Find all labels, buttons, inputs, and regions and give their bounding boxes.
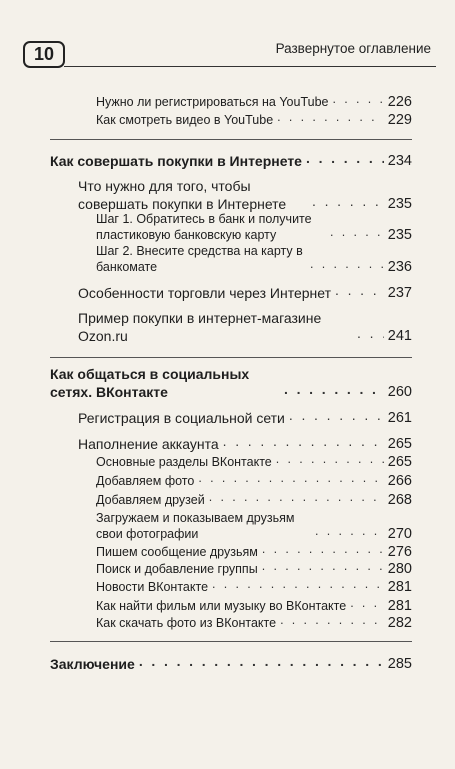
toc-entry-page: 237 [387,285,412,301]
toc-entry [78,281,412,302]
toc-chapter-page: 234 [387,153,412,169]
dot-leader [315,523,384,539]
toc-entry-page: 235 [387,196,412,212]
dot-leader [198,470,383,486]
toc-entry-page: 265 [387,454,412,470]
dot-leader [350,595,384,611]
section-divider [50,357,412,358]
dot-leader [289,406,384,424]
toc-entry [96,558,412,577]
toc-entry-label: Шаг 2. Внесите средства на карту в банкомате [96,244,303,274]
dot-leader [284,380,384,398]
toc-chapter [50,652,412,673]
toc-entry-page: 280 [387,561,412,577]
toc-entry-label: Загружаем и показываем друзьям свои фотографии [96,511,295,541]
dot-leader [357,324,384,342]
toc-entry-label: Что нужно для того, чтобы совершать покупки в Интернете [78,178,287,212]
toc-entry [96,211,412,243]
toc-entry-label: Как скачать фото из ВКонтакте [96,616,277,630]
toc-entry-page: 236 [387,259,412,275]
toc-entry-label: Поиск и добавление группы [96,562,258,576]
toc-chapter [50,149,412,170]
toc-entry-label: Как смотреть видео в YouTube [96,113,274,127]
toc-chapter [50,365,412,401]
toc-entry-page: 266 [387,473,412,489]
toc-entry [78,432,412,453]
toc-entry-page: 270 [387,526,412,542]
toc-entry-label: Нужно ли регистрироваться на YouTube [96,95,329,109]
dot-leader [330,224,384,240]
toc-entry [96,470,412,489]
dot-leader [209,489,384,505]
dot-leader [280,612,384,628]
section-divider [50,139,412,140]
toc-entry [96,612,412,631]
dot-leader [139,652,384,670]
toc-entry [96,91,412,110]
toc-entry-label: Как найти фильм или музыку во ВКонтакте [96,599,347,613]
toc-entry [78,177,412,213]
toc-entry [96,489,412,508]
dot-leader [277,109,384,125]
toc-entry-label: Наполнение аккаунта [78,436,219,452]
toc-entry-label: Добавляем друзей [96,493,205,507]
toc-entry-page: 235 [387,227,412,243]
toc-entry-page: 276 [387,544,412,560]
section-divider [50,641,412,642]
toc-entry-page: 281 [387,579,412,595]
toc-entry-page: 265 [387,436,412,452]
header-rule [64,66,436,67]
toc-entry-page: 241 [387,328,412,344]
toc-entry-label: Шаг 1. Обратитесь в банк и получите пластиковую банковскую карту [96,212,312,242]
toc-entry-page: 229 [387,112,412,128]
toc-entry-page: 281 [387,598,412,614]
toc-entry-label: Пример покупки в интернет-магазине Ozon.ru [78,310,322,344]
dot-leader [312,192,384,210]
dot-leader [223,432,384,450]
page-header [0,0,455,70]
toc-entry [96,576,412,595]
toc-entry-label: Новости ВКонтакте [96,580,209,594]
dot-leader [262,558,384,574]
page-number: 10 [23,41,65,68]
toc-entry [96,109,412,128]
toc-entry [78,406,412,427]
dot-leader [262,541,384,557]
toc-entry-label: Основные разделы ВКонтакте [96,455,272,469]
toc-entry-page: 261 [387,410,412,426]
running-title: Развернутое оглавление [275,41,431,56]
dot-leader [276,451,384,467]
toc-entry [96,510,412,542]
toc-entry [78,309,412,345]
toc-entry-label: Добавляем фото [96,474,195,488]
toc-chapter-label: Заключение [50,656,135,672]
dot-leader [212,576,384,592]
toc-chapter-page: 260 [387,384,412,400]
toc-chapter-label: Как общаться в социальных сетях. ВКонтакте [50,366,250,400]
toc-entry-page: 226 [387,94,412,110]
dot-leader [306,149,384,167]
toc-chapter-label: Как совершать покупки в Интернете [50,153,302,169]
toc-entry-label: Особенности торговли через Интернет [78,285,331,301]
dot-leader [335,281,384,299]
dot-leader [332,91,383,107]
toc-entry-label: Пишем сообщение друзьям [96,545,258,559]
dot-leader [310,256,384,272]
toc-entry [96,243,412,275]
toc-chapter-page: 285 [387,656,412,672]
toc-entry-page: 282 [387,615,412,631]
toc-entry-page: 268 [387,492,412,508]
toc-entry-label: Регистрация в социальной сети [78,410,285,426]
toc-entry [96,451,412,470]
